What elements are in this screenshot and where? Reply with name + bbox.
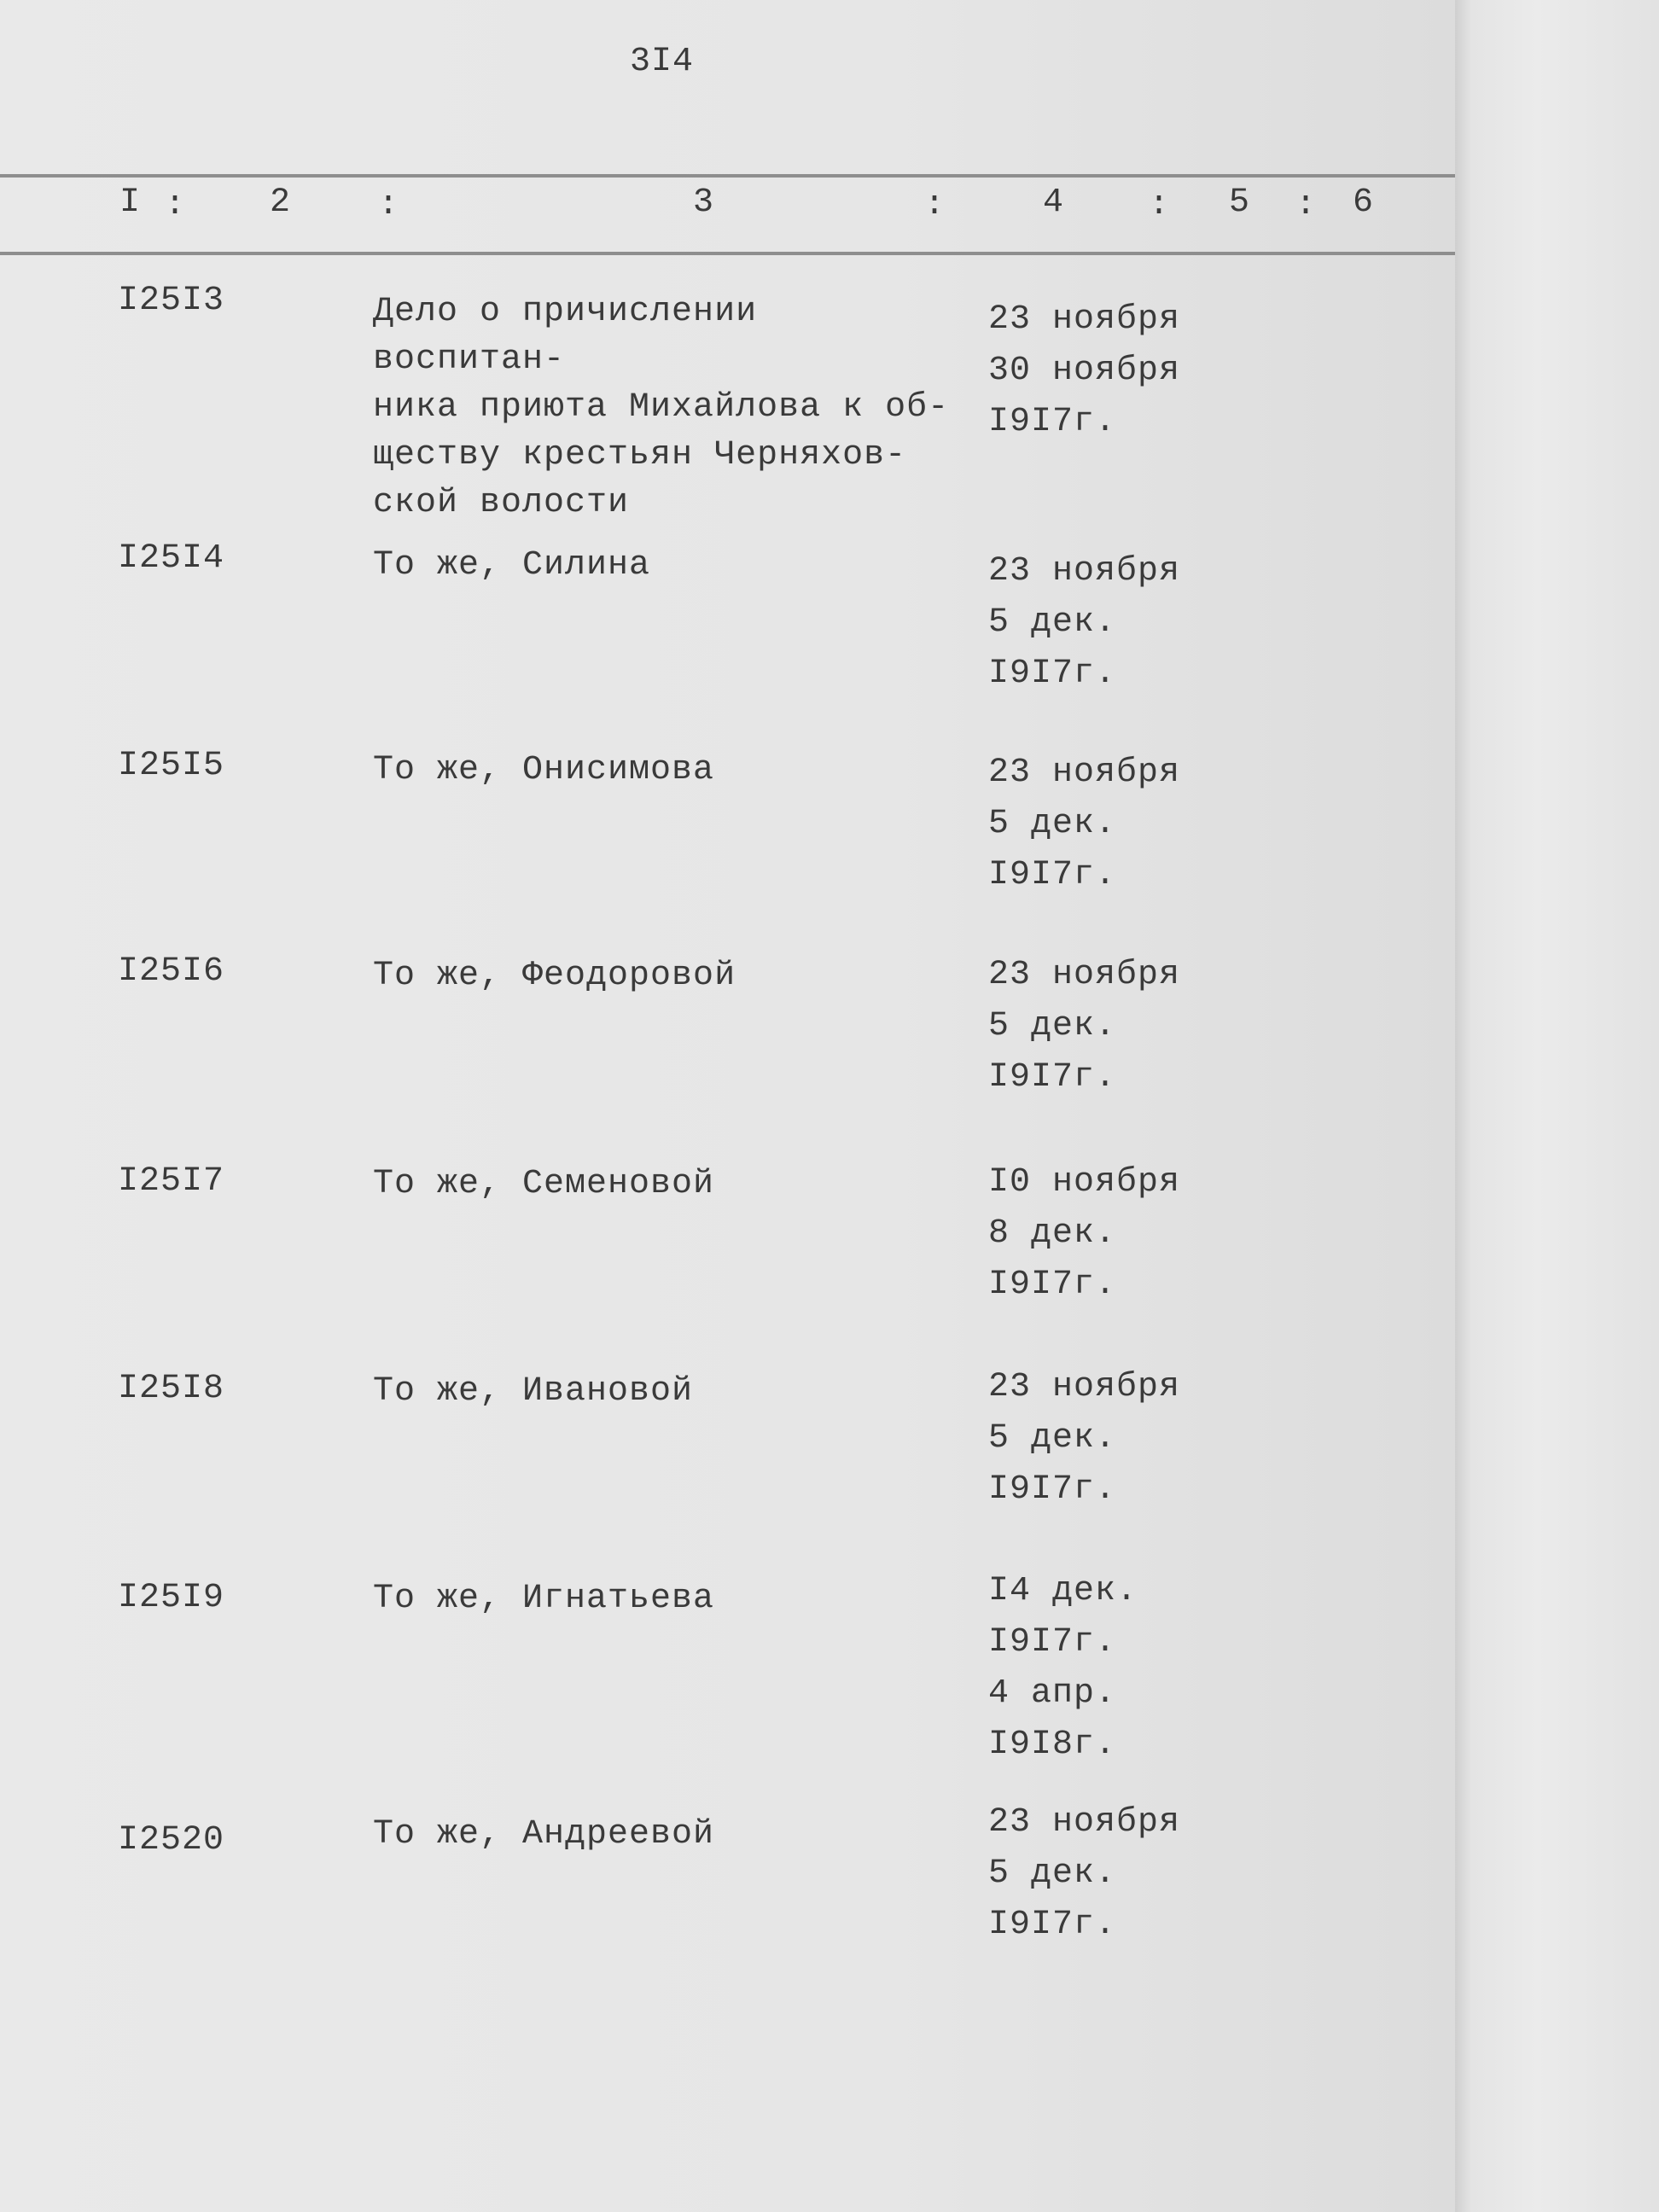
record-title: То же, Феодоровой <box>373 957 736 995</box>
record-date: 23 ноября <box>988 300 1181 339</box>
record-date: I9I7г. <box>988 1266 1117 1304</box>
column-separator: : <box>378 186 399 224</box>
record-date: 23 ноября <box>988 754 1181 792</box>
record-title: Дело о причислении воспитан- ника приюта Михайлова к об- ществу крестьян Черняхов- ской волости <box>373 293 950 522</box>
record-date: 23 ноября <box>988 552 1181 591</box>
record-dates <box>988 950 1180 1103</box>
record-dates <box>988 1797 1180 1951</box>
column-header-4: 4 <box>1043 183 1064 222</box>
page-number: 3I4 <box>630 43 695 81</box>
record-date: I9I7г. <box>988 856 1117 894</box>
record-date: I9I7г. <box>988 1470 1117 1509</box>
column-header-5: 5 <box>1229 183 1250 222</box>
record-date: I9I7г. <box>988 1058 1117 1097</box>
record-date: I9I7г. <box>988 403 1117 441</box>
record-dates <box>988 748 1180 901</box>
record-dates <box>988 294 1180 448</box>
column-separator: : <box>924 186 946 224</box>
record-date: 30 ноября <box>988 352 1181 390</box>
column-header-1: I <box>119 183 141 222</box>
record-date: I9I7г. <box>988 1623 1117 1662</box>
record-number: I25I5 <box>118 747 225 785</box>
record-dates <box>988 546 1180 700</box>
record-date: 5 дек. <box>988 805 1117 843</box>
record-date: I9I7г. <box>988 655 1117 693</box>
record-date: 5 дек. <box>988 603 1117 642</box>
record-title: То же, Онисимова <box>373 751 715 789</box>
record-date: 23 ноября <box>988 1803 1181 1842</box>
record-dates <box>988 1566 1138 1771</box>
record-date: I4 дек. <box>988 1572 1138 1610</box>
record-date: 23 ноября <box>988 1368 1181 1406</box>
record-dates <box>988 1157 1180 1311</box>
record-number: I25I7 <box>118 1162 225 1201</box>
column-separator: : <box>165 186 186 224</box>
column-header-6: 6 <box>1353 183 1374 222</box>
record-date: 5 дек. <box>988 1419 1117 1458</box>
record-date: I9I8г. <box>988 1726 1117 1764</box>
column-separator: : <box>1295 186 1317 224</box>
record-title: То же, Ивановой <box>373 1372 694 1411</box>
record-date: I9I7г. <box>988 1906 1117 1944</box>
record-date: 5 дек. <box>988 1007 1117 1045</box>
header-rule-top <box>0 174 1459 178</box>
record-number: I25I9 <box>118 1579 225 1617</box>
column-separator: : <box>1149 186 1170 224</box>
record-date: 5 дек. <box>988 1854 1117 1893</box>
record-dates <box>988 1362 1180 1516</box>
record-title: То же, Игнатьева <box>373 1580 715 1618</box>
record-number: I2520 <box>118 1821 225 1860</box>
record-date: 8 дек. <box>988 1214 1117 1253</box>
record-title: То же, Андреевой <box>373 1815 715 1854</box>
record-number: I25I8 <box>118 1370 225 1408</box>
record-number: I25I6 <box>118 952 225 991</box>
record-title: То же, Семеновой <box>373 1165 715 1203</box>
record-date: I0 ноября <box>988 1163 1181 1202</box>
page-edge <box>1455 0 1659 2212</box>
header-rule-bottom <box>0 252 1459 255</box>
record-number: I25I3 <box>118 282 225 320</box>
record-title: То же, Силина <box>373 546 651 585</box>
record-date: 4 апр. <box>988 1674 1117 1713</box>
column-header-2: 2 <box>270 183 291 222</box>
record-date: 23 ноября <box>988 956 1181 994</box>
record-number: I25I4 <box>118 539 225 578</box>
column-header-3: 3 <box>693 183 714 222</box>
